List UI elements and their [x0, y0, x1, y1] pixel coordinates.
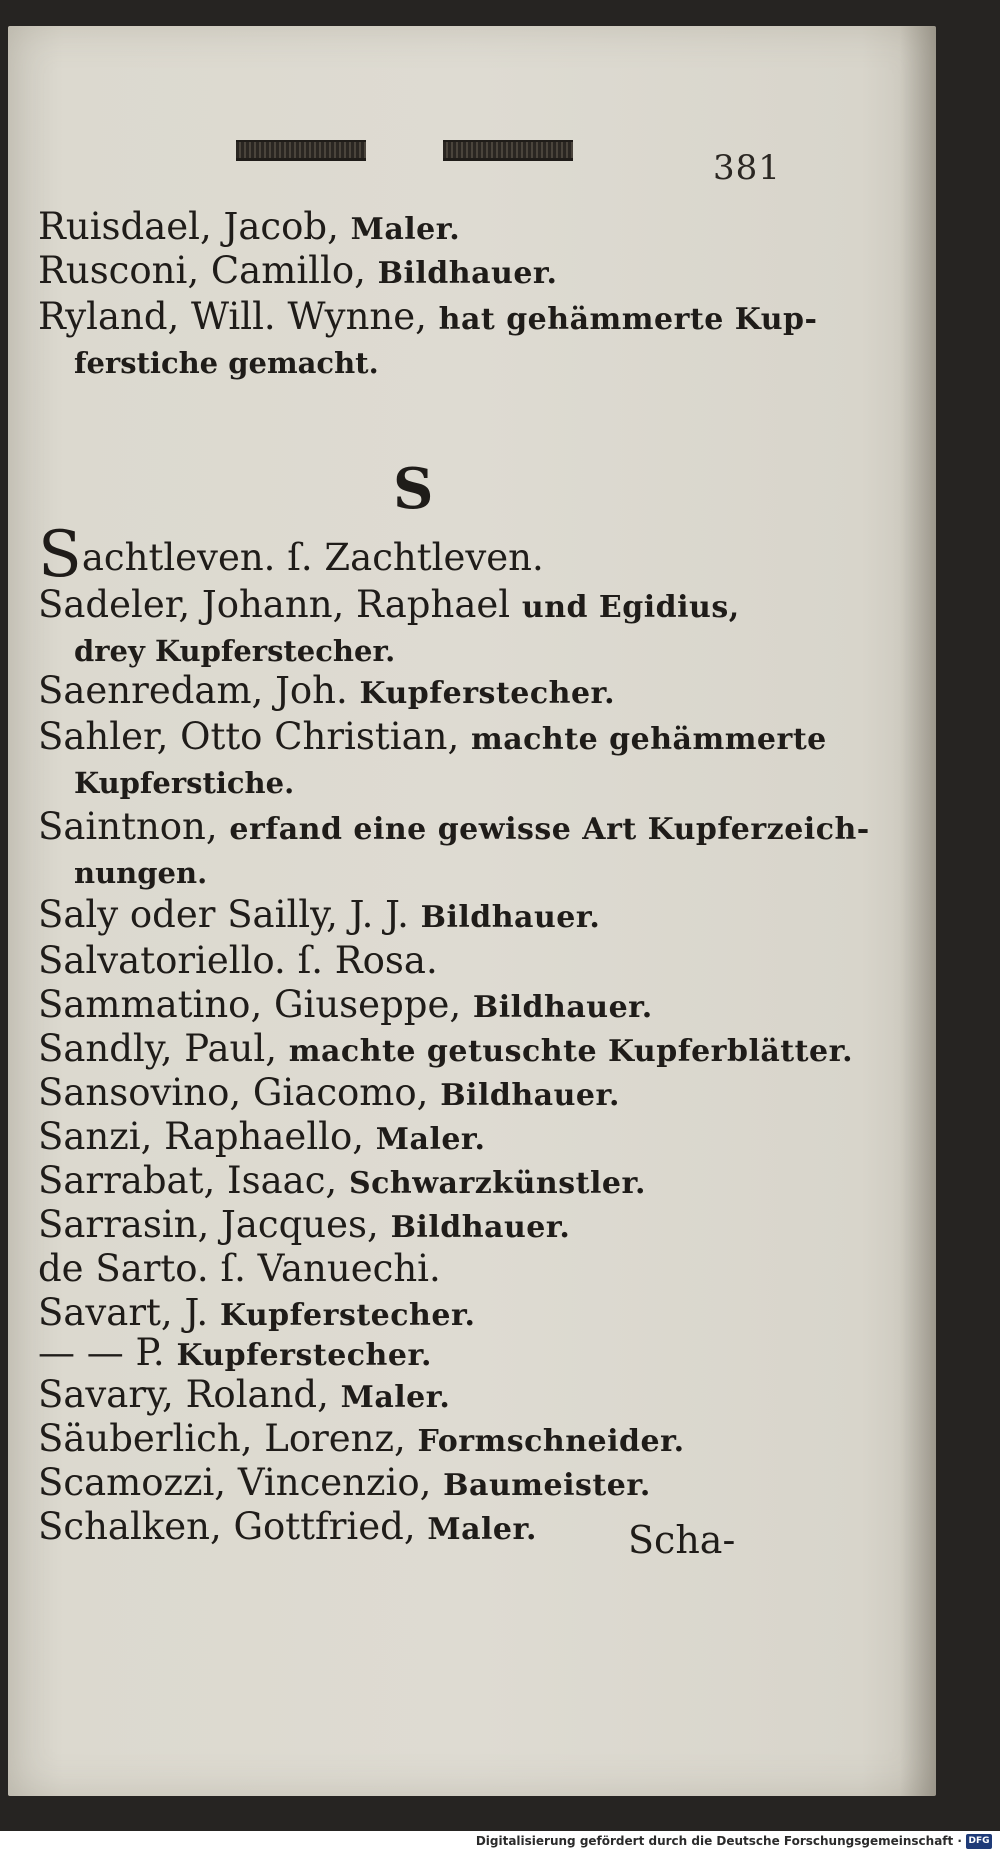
page-number: 381 — [713, 148, 781, 188]
entry-name: Scamozzi, Vincenzio, — [38, 1461, 432, 1504]
catchword: Scha- — [628, 1518, 736, 1562]
header-ornament-rule — [443, 140, 573, 161]
entry-name: Säuberlich, Lorenz, — [38, 1417, 406, 1460]
entry-detail: Bildhauer. — [390, 1210, 571, 1245]
list-entry — [38, 892, 778, 941]
entry-name: Savart, J. — [38, 1291, 209, 1334]
list-entry — [38, 982, 778, 1031]
entry-detail: Formschneider. — [417, 1424, 685, 1459]
section-letter-heading: S — [393, 456, 434, 522]
entry-detail: Bildhauer. — [440, 1078, 620, 1113]
list-entry — [38, 714, 827, 803]
entry-name: de Sarto. ſ. Vanuechi. — [38, 1247, 441, 1290]
entry-name: Sanzi, Raphaello, — [38, 1115, 365, 1158]
list-entry — [38, 938, 778, 984]
list-entry — [38, 1416, 778, 1465]
entry-detail: machte gehämmerte — [470, 722, 827, 757]
decorated-initial: S — [38, 518, 82, 592]
dfg-logo-icon[interactable]: DFG — [966, 1834, 992, 1849]
entry-name: Rusconi, Camillo, — [38, 249, 366, 292]
entry-name: Sarrabat, Isaac, — [38, 1159, 338, 1202]
entry-name: Sandly, Paul, — [38, 1027, 277, 1070]
list-entry — [38, 1114, 778, 1163]
entry-name: Savary, Roland, — [38, 1373, 329, 1416]
entry-continuation: nungen. — [74, 856, 208, 890]
entry-detail: und Egidius, — [521, 590, 740, 625]
list-entry — [38, 518, 778, 592]
list-entry — [38, 1372, 778, 1421]
entry-name: Saintnon, — [38, 805, 218, 848]
header-ornament-rule — [236, 140, 366, 161]
footer-credit: Digitalisierung gefördert durch die Deutsche Forschungsgemeinschaft · — [475, 1834, 962, 1848]
entry-continuation: Kupferstiche. — [74, 766, 295, 800]
entry-detail: hat gehämmerte Kup- — [438, 302, 818, 337]
list-entry — [38, 804, 870, 893]
entry-detail: Bildhauer. — [472, 990, 653, 1025]
list-entry — [38, 1460, 778, 1509]
entry-detail: Schwarzkünstler. — [348, 1166, 646, 1201]
entry-name: Sadeler, Johann, Raphael — [38, 583, 511, 626]
list-entry — [38, 248, 778, 297]
entry-name: achtleven. ſ. Zachtleven. — [81, 536, 544, 579]
entry-detail: machte getuschte Kupferblätter. — [288, 1034, 854, 1069]
entry-name: Saly oder Sailly, J. J. — [38, 893, 409, 936]
entry-detail: Kupferstecher. — [359, 676, 616, 711]
entry-name: — — P. — [38, 1331, 165, 1374]
entry-name: Sarrasin, Jacques, — [38, 1203, 379, 1246]
entry-continuation: drey Kupferstecher. — [74, 634, 396, 668]
list-entry — [38, 582, 778, 671]
list-entry — [38, 294, 818, 383]
list-entry — [38, 1070, 778, 1119]
entry-name: Ryland, Will. Wynne, — [38, 295, 427, 338]
entry-detail: Kupferstecher. — [219, 1298, 476, 1333]
digitization-footer — [0, 1831, 1000, 1853]
list-entry — [38, 1202, 778, 1251]
entry-detail: Maler. — [427, 1512, 537, 1547]
entry-name: Ruisdael, Jacob, — [38, 205, 339, 248]
entry-detail: erfand eine gewisse Art Kupferzeich- — [229, 812, 870, 847]
entry-detail: Maler. — [350, 212, 461, 247]
entry-name: Sahler, Otto Christian, — [38, 715, 460, 758]
list-entry — [38, 1246, 778, 1292]
entry-name: Saenredam, Joh. — [38, 669, 348, 712]
entry-name: Sammatino, Giuseppe, — [38, 983, 462, 1026]
entry-detail: Baumeister. — [443, 1468, 651, 1503]
entry-detail: Bildhauer. — [377, 256, 558, 291]
list-entry — [38, 204, 778, 253]
entry-name: Sansovino, Giacomo, — [38, 1071, 429, 1114]
list-entry — [38, 1158, 778, 1207]
entry-detail: Bildhauer. — [420, 900, 601, 935]
page-header — [8, 26, 936, 206]
list-entry — [38, 1026, 854, 1075]
book-page — [8, 26, 936, 1796]
entry-detail: Maler. — [340, 1380, 451, 1415]
entry-continuation: ferstiche gemacht. — [74, 346, 379, 380]
entry-detail: Kupferstecher. — [176, 1338, 432, 1373]
page-edge-shadow — [900, 26, 936, 1796]
list-entry — [38, 668, 778, 717]
entry-name: Schalken, Gottfried, — [38, 1505, 416, 1548]
entry-detail: Maler. — [375, 1122, 486, 1157]
entry-name: Salvatoriello. ſ. Rosa. — [38, 939, 438, 982]
